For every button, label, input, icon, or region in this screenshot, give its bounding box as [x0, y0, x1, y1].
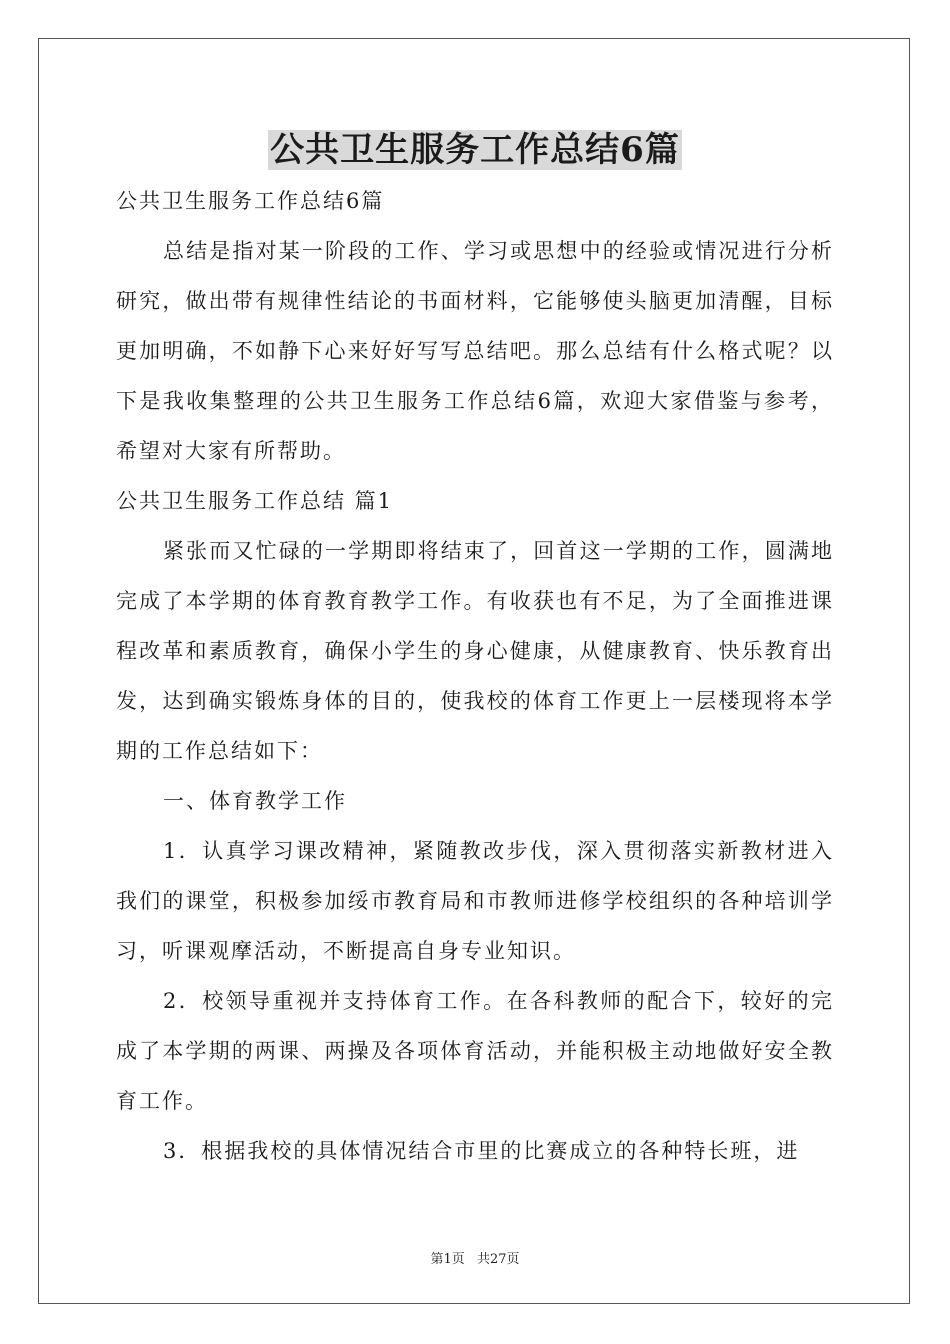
paragraph-item-3: 3．根据我校的具体情况结合市里的比赛成立的各种特长班，进 [163, 1139, 800, 1163]
paragraph-intro: 总结是指对某一阶段的工作、学习或思想中的经验或情况进行分析研究，做出带有规律性结论的书面材料，它能够使头脑更加清醒，目标更加明确，不如静下心来好好写写总结吧。那么总结有什么格式呢？以下是我收集整理的公共卫生服务工作总结6篇，欢迎大家借鉴与参考，希望对大家有所帮助。 [116, 239, 834, 463]
paragraph-item-1: 1．认真学习课改精神，紧随教改步伐，深入贯彻落实新教材进入我们的课堂，积极参加绥市教育局和市教师进修学校组织的各种培训学习，听课观摩活动，不断提高自身专业知识。 [116, 839, 834, 963]
page-number: 第1页 [430, 1252, 465, 1267]
paragraph-body: 紧张而又忙碌的一学期即将结束了，回首这一学期的工作，圆满地完成了本学期的体育教育教学工作。有收获也有不足，为了全面推进课程改革和素质教育，确保小学生的身心健康，从健康教育、快乐教育出发，达到确实锻炼身体的目的，使我校的体育工作更上一层楼现将本学期的工作总结如下： [116, 539, 834, 763]
document-body [116, 176, 834, 1176]
paragraph-section-heading: 公共卫生服务工作总结 篇1 [116, 489, 394, 513]
paragraph-item-2: 2．校领导重视并支持体育工作。在各科教师的配合下，较好的完成了本学期的两课、两操及各项体育活动，并能积极主动地做好安全教育工作。 [116, 989, 834, 1113]
document-title-text: 公共卫生服务工作总结6篇 [270, 130, 680, 170]
document-title [0, 128, 950, 172]
page-total: 共27页 [476, 1252, 520, 1267]
page-footer [0, 1248, 950, 1267]
paragraph-subtitle: 公共卫生服务工作总结6篇 [116, 189, 385, 213]
paragraph-subheading: 一、体育教学工作 [163, 789, 347, 813]
